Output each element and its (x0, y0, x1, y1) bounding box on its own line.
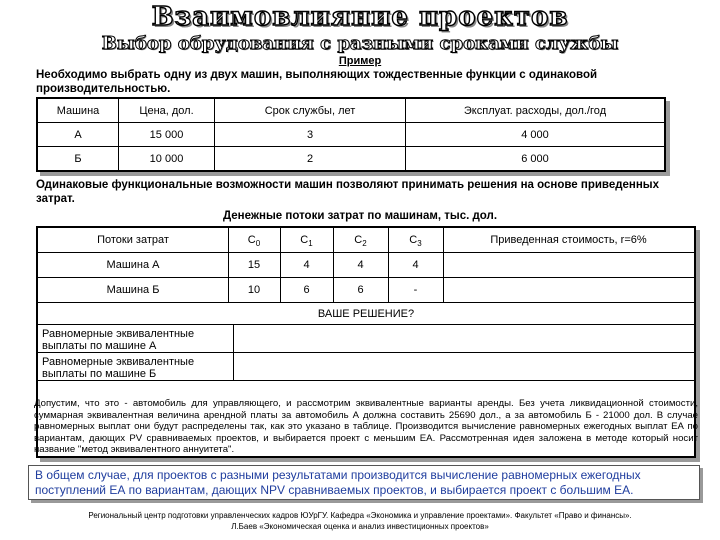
header-c1: $C_1$ (300, 234, 313, 249)
header-price: Цена, дол. (119, 98, 215, 123)
cell-a-c1: 4 (303, 259, 310, 271)
ea-row-b-label: Равномерные эквивалентные выплаты по машине Б (42, 356, 195, 380)
table-row (37, 147, 665, 172)
cell-b-c0: 10 (247, 284, 261, 296)
header-flows: Потоки затрат (97, 234, 169, 246)
footer-line-1: Региональный центр подготовки управленческих кадров ЮУрГУ. Кафедра «Экономика и управление проектами». Факультет «Право и финансы». (88, 511, 632, 520)
footer-line-2: Л.Баев «Экономическая оценка и анализ инвестиционных проектов» (231, 522, 489, 531)
header-c3: $C_3$ (409, 234, 422, 249)
cell-b-c2: 6 (357, 284, 364, 296)
header-present-value: Приведенная стоимость, r=6% (490, 234, 647, 246)
machines-table (36, 97, 666, 172)
cell-machine: А (37, 123, 119, 147)
conclusion-box (28, 465, 700, 500)
header-c0: $C_0$ (247, 234, 261, 249)
cell-b-c1: 6 (303, 284, 310, 296)
cell-a-c0: 15 (247, 259, 261, 271)
note-text: Одинаковые функциональные возможности машин позволяют принимать решения на основе приведенных затрат. (36, 179, 660, 205)
machines-table-header (37, 98, 665, 123)
cell-price: 15 000 (119, 123, 215, 147)
footer (0, 510, 720, 532)
page-subtitle: Выбор обрудования с разными сроками службы (101, 33, 619, 54)
cell-machine: Б (37, 147, 119, 172)
example-label: Пример (338, 55, 382, 67)
explanation-paragraph: Допустим, что это - автомобиль для управляющего, и рассмотрим эквивалентные варианты аренды. Без учета ликвидационной стоимости, суммарная эквивалентная величина арендной платы за автомобиль А должна составить 25690 дол., а за автомобиль Б - 21000 дол. В случае равномерных выплат они будут распределены так, как это указано в таблице. Производится вычисление равномерных ежегодных выплат ЕА по вариантам, дающих PV сравниваемых проектов, и выбирается проект с меньшим ЕА. Рассмотренная идея заложена в методе который носит название "метод эквивалентного аннуитета". (34, 398, 698, 456)
header-machine: Машина (37, 98, 119, 123)
header-costs: Эксплуат. расходы, дол./год (406, 98, 666, 123)
cell-lifetime: 2 (215, 147, 406, 172)
cell-a-c3: 4 (412, 259, 419, 271)
intro-text: Необходимо выбрать одну из двух машин, выполняющих тождественные функции с одинаковой производительностью. (36, 69, 598, 95)
cell-a-c2: 4 (357, 259, 364, 271)
cell-machine-a: Машина А (106, 259, 160, 271)
page-title: Взаимовлияние проектов (151, 2, 569, 32)
cell-costs: 6 000 (406, 147, 666, 172)
cashflow-caption: Денежные потоки затрат по машинам, тыс. дол. (222, 210, 498, 222)
table-row (37, 123, 665, 147)
cell-costs: 4 000 (406, 123, 666, 147)
decision-label: ВАШЕ РЕШЕНИЕ? (317, 308, 415, 320)
header-c2: $C_2$ (354, 234, 367, 249)
cell-lifetime: 3 (215, 123, 406, 147)
conclusion-text: В общем случае, для проектов с разными результатами производится вычисление равномерных ежегодных поступлений ЕА по вариантам, дающих NPV сравниваемых проектов, и выбирается проект с большим ЕА. (35, 468, 641, 497)
ea-row-a-label: Равномерные эквивалентные выплаты по машине А (42, 328, 195, 352)
cell-price: 10 000 (119, 147, 215, 172)
header-lifetime: Срок службы, лет (215, 98, 406, 123)
cell-b-c3: - (413, 284, 418, 296)
cell-machine-b: Машина Б (106, 284, 160, 296)
